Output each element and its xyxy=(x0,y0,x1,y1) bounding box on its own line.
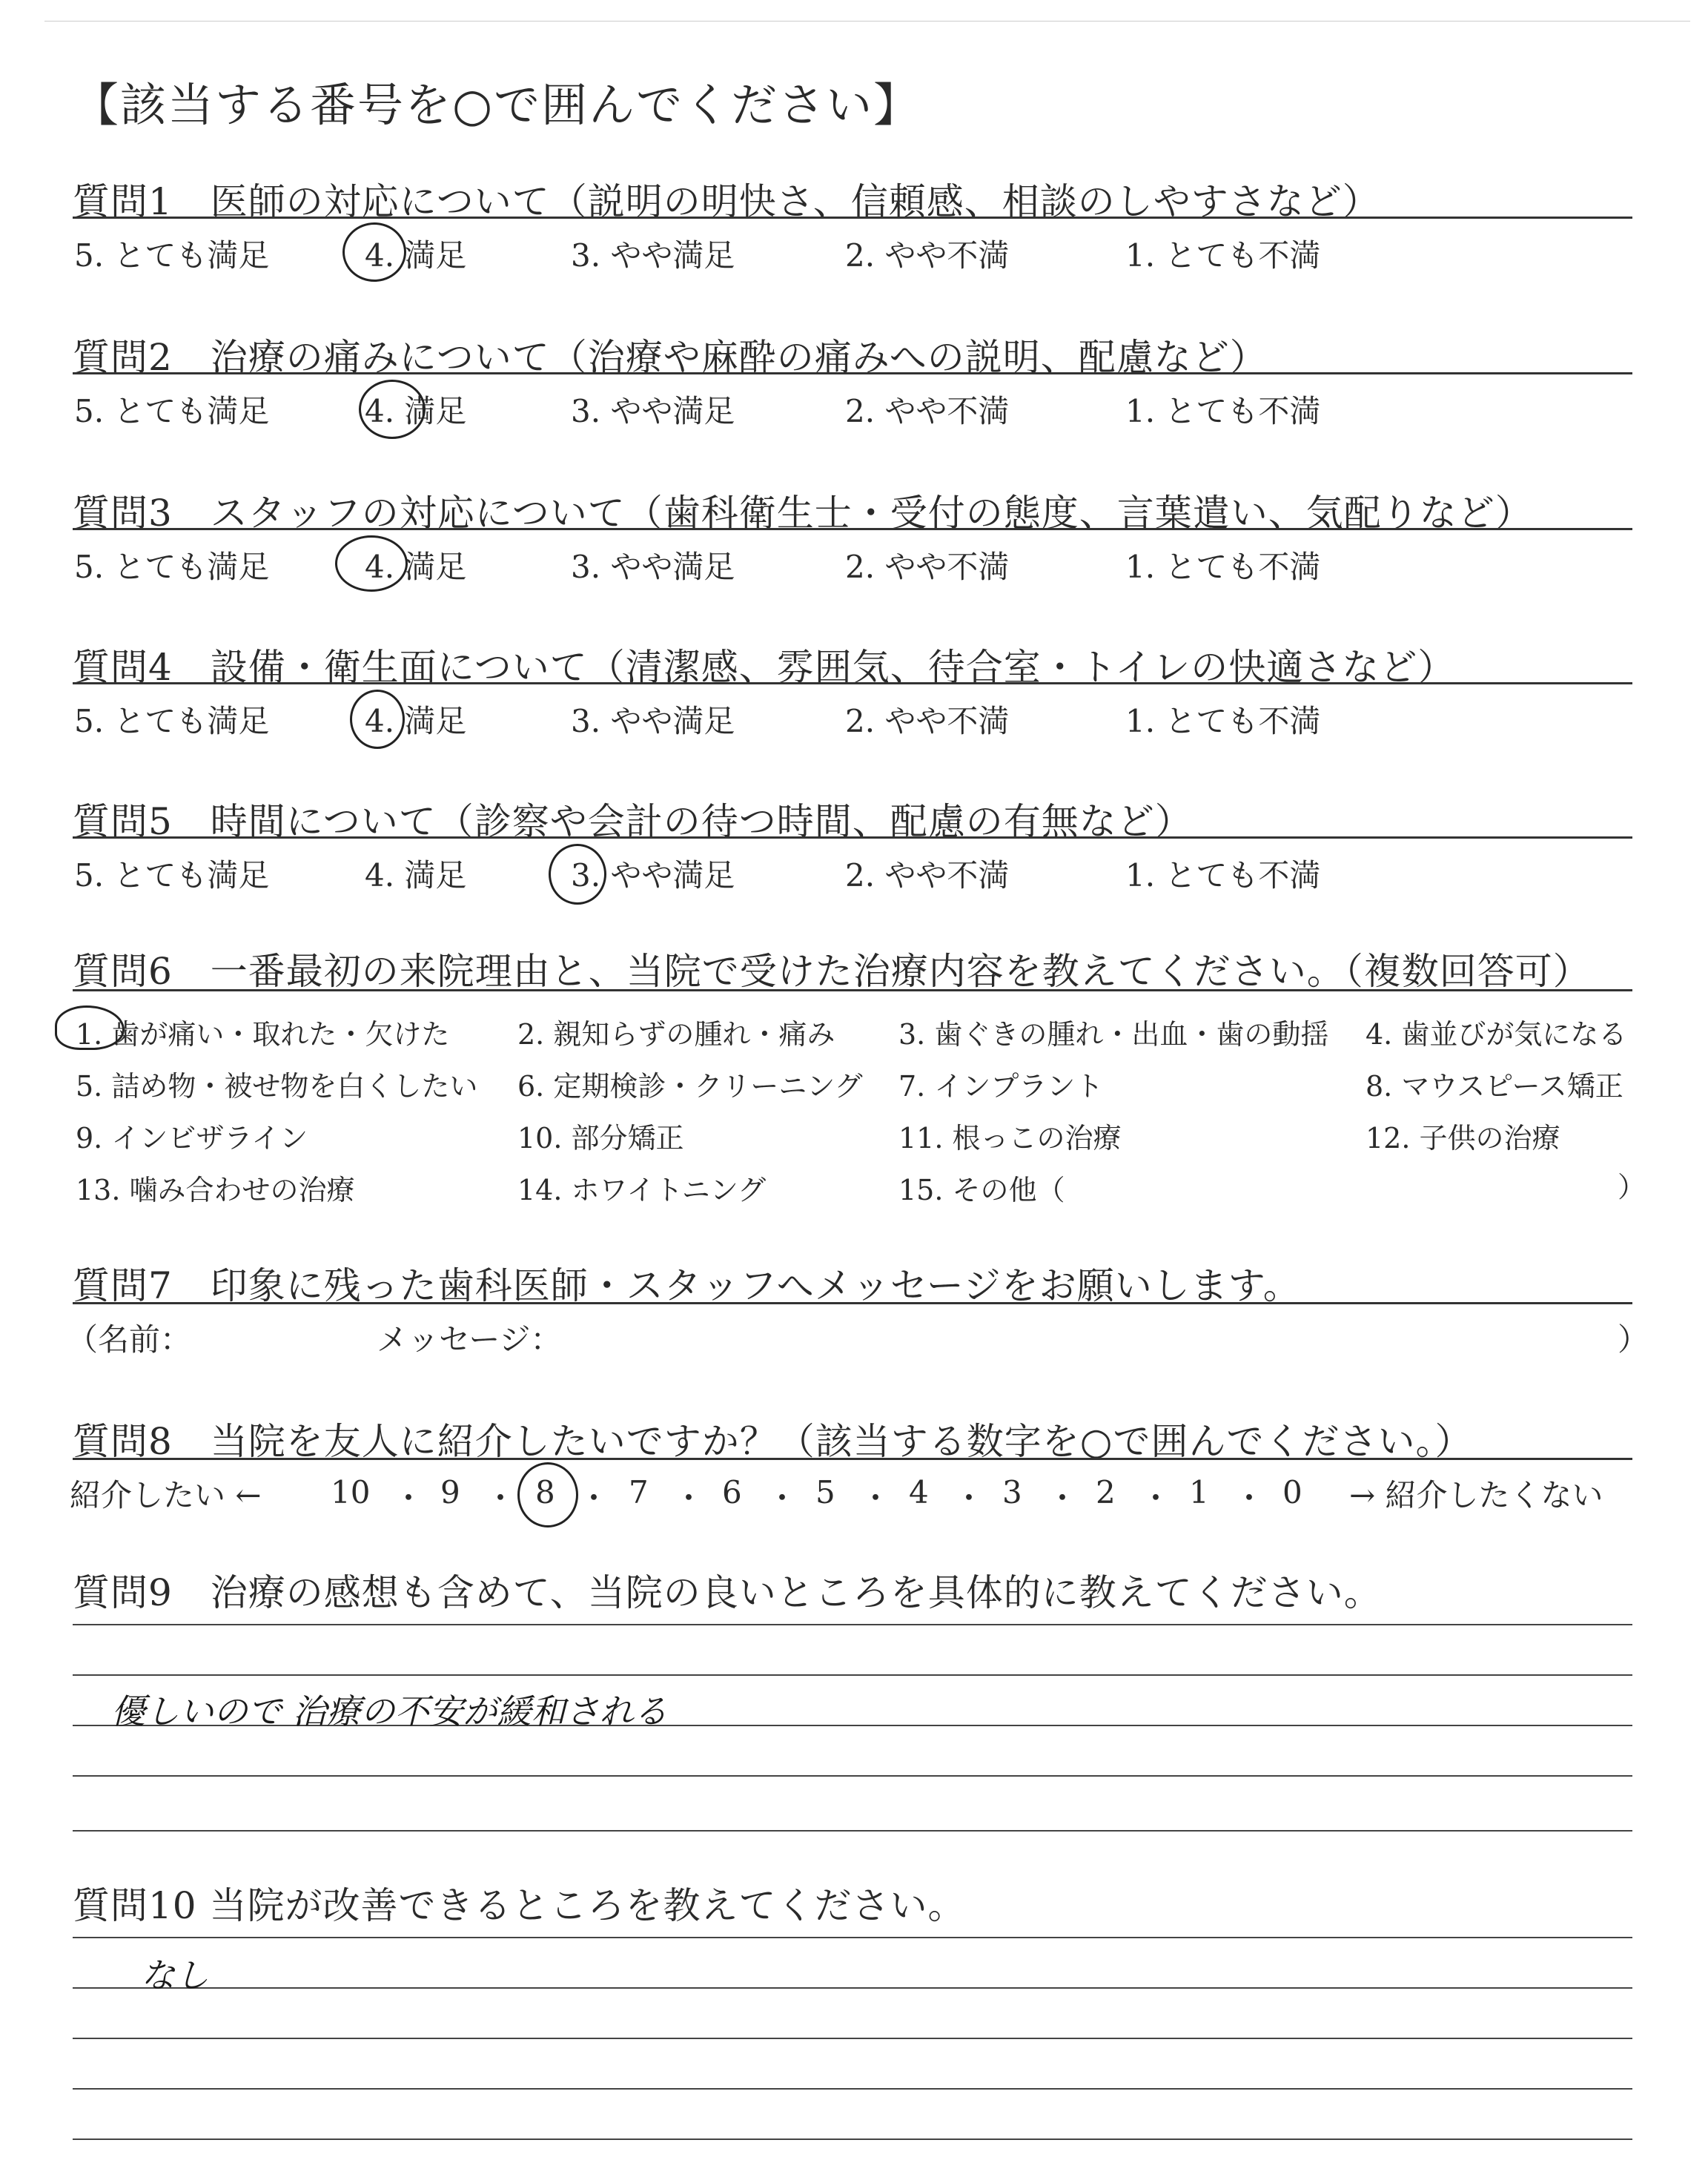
reason-option-13[interactable]: 13. 噛み合わせの治療 xyxy=(76,1174,355,1206)
scale-separator: ・ xyxy=(393,1480,425,1516)
scale-0[interactable]: 0 xyxy=(1282,1474,1302,1510)
answer-circle-mark xyxy=(342,222,406,282)
question-4-title: 質問4 設備・衛生面について（清潔感、雰囲気、待合室・トイレの快適さなど） xyxy=(73,646,1456,689)
question-2-title: 質問2 治療の痛みについて（治療や麻酔の痛みへの説明、配慮など） xyxy=(73,336,1268,379)
question-6-rule xyxy=(73,989,1632,991)
scale-4[interactable]: 4 xyxy=(909,1474,929,1510)
answer-circle-mark xyxy=(517,1462,578,1527)
message-label: メッセージ： xyxy=(377,1321,562,1358)
writing-line xyxy=(73,2138,1632,2140)
question-7-title: 質問7 印象に残った歯科医師・スタッフへメッセージをお願いします。 xyxy=(73,1264,1301,1307)
writing-line xyxy=(73,1674,1632,1676)
reason-option-3[interactable]: 3. 歯ぐきの腫れ・出血・歯の動揺 xyxy=(898,1018,1329,1051)
reason-option-2[interactable]: 2. 親知らずの腫れ・痛み xyxy=(517,1018,835,1051)
rating-option-5[interactable]: 5. とても満足 xyxy=(74,237,270,274)
rating-option-2[interactable]: 2. やや不満 xyxy=(845,393,1010,429)
question-5-rule xyxy=(73,836,1632,839)
rating-option-2[interactable]: 2. やや不満 xyxy=(845,237,1010,274)
rating-option-3[interactable]: 3. やや満足 xyxy=(571,549,735,585)
writing-line xyxy=(73,1624,1632,1625)
scale-5[interactable]: 5 xyxy=(815,1474,835,1510)
scale-7[interactable]: 7 xyxy=(629,1474,649,1510)
question-8-rule xyxy=(73,1458,1632,1460)
question-8-title: 質問8 当院を友人に紹介したいですか？（該当する数字を○で囲んでください。） xyxy=(73,1420,1473,1463)
reason-option-9[interactable]: 9. インビザライン xyxy=(76,1122,308,1155)
rating-option-3[interactable]: 3. やや満足 xyxy=(571,237,735,274)
question-3-rule xyxy=(73,528,1632,530)
scale-3[interactable]: 3 xyxy=(1002,1474,1022,1510)
rating-option-4[interactable]: 4. 満足 xyxy=(365,237,467,274)
reason-option-5[interactable]: 5. 詰め物・被せ物を白くしたい xyxy=(76,1070,478,1103)
question-7-rule xyxy=(73,1302,1632,1304)
writing-line xyxy=(73,1775,1632,1777)
rating-option-5[interactable]: 5. とても満足 xyxy=(74,549,270,585)
rating-option-2[interactable]: 2. やや不満 xyxy=(845,703,1010,739)
reason-option-6[interactable]: 6. 定期検診・クリーニング xyxy=(517,1070,863,1103)
question-3-title: 質問3 スタッフの対応について（歯科衛生士・受付の態度、言葉遣い、気配りなど） xyxy=(73,492,1533,535)
scale-separator: ・ xyxy=(1140,1480,1172,1516)
question-2-rule xyxy=(73,372,1632,374)
scale-separator: ・ xyxy=(860,1480,892,1516)
reason-option-12[interactable]: 12. 子供の治療 xyxy=(1366,1122,1560,1155)
rating-option-1[interactable]: 1. とても不満 xyxy=(1125,703,1321,739)
rating-option-1[interactable]: 1. とても不満 xyxy=(1125,549,1321,585)
scale-separator: ・ xyxy=(953,1480,985,1516)
rating-option-4[interactable]: 4. 満足 xyxy=(365,393,467,429)
question-1-title: 質問1 医師の対応について（説明の明快さ、信頼感、相談のしやすさなど） xyxy=(73,180,1380,223)
instruction-heading: 【該当する番号を○で囲んでください】 xyxy=(73,78,921,132)
other-close-paren: ） xyxy=(1618,1171,1646,1203)
scale-separator: ・ xyxy=(578,1480,610,1516)
rating-option-3[interactable]: 3. やや満足 xyxy=(571,703,735,739)
handwritten-answer-q9[interactable]: 優しいので 治療の不安が緩和される xyxy=(111,1691,668,1731)
rating-option-5[interactable]: 5. とても満足 xyxy=(74,703,270,739)
recommend-left-label: 紹介したい ← xyxy=(70,1477,262,1513)
writing-line xyxy=(73,1987,1632,1989)
rating-option-4[interactable]: 4. 満足 xyxy=(365,703,467,739)
question-1-rule xyxy=(73,217,1632,219)
rating-option-1[interactable]: 1. とても不満 xyxy=(1125,237,1321,274)
reason-option-7[interactable]: 7. インプラント xyxy=(898,1070,1104,1103)
reason-option-10[interactable]: 10. 部分矯正 xyxy=(517,1122,684,1155)
scale-1[interactable]: 1 xyxy=(1189,1474,1209,1510)
question-5-title: 質問5 時間について（診察や会計の待つ時間、配慮の有無など） xyxy=(73,800,1193,843)
handwritten-answer-q10[interactable]: なし xyxy=(141,1955,209,1995)
rating-option-5[interactable]: 5. とても満足 xyxy=(74,857,270,894)
reason-option-14[interactable]: 14. ホワイトニング xyxy=(517,1174,767,1206)
scale-separator: ・ xyxy=(1234,1480,1265,1516)
rating-option-1[interactable]: 1. とても不満 xyxy=(1125,857,1321,894)
scale-separator: ・ xyxy=(1047,1480,1079,1516)
answer-circle-mark xyxy=(359,380,426,439)
rating-option-2[interactable]: 2. やや不満 xyxy=(845,549,1010,585)
recommend-right-label: → 紹介したくない xyxy=(1349,1477,1603,1513)
scale-10[interactable]: 10 xyxy=(331,1474,371,1510)
reason-option-15[interactable]: 15. その他（ xyxy=(898,1174,1065,1206)
rating-option-1[interactable]: 1. とても不満 xyxy=(1125,393,1321,429)
rating-option-2[interactable]: 2. やや不満 xyxy=(845,857,1010,894)
answer-circle-mark xyxy=(549,844,606,905)
reason-option-8[interactable]: 8. マウスピース矯正 xyxy=(1366,1070,1623,1103)
scale-separator: ・ xyxy=(485,1480,517,1516)
scale-separator: ・ xyxy=(767,1480,798,1516)
scale-2[interactable]: 2 xyxy=(1096,1474,1116,1510)
writing-line xyxy=(73,1937,1632,1938)
scan-edge-line xyxy=(44,21,1690,22)
rating-option-3[interactable]: 3. やや満足 xyxy=(571,857,735,894)
message-close-paren: ） xyxy=(1618,1321,1649,1358)
question-9-title: 質問9 治療の感想も含めて、当院の良いところを具体的に教えてください。 xyxy=(73,1571,1382,1614)
scale-separator: ・ xyxy=(673,1480,705,1516)
name-label: （名前： xyxy=(67,1321,192,1358)
scale-9[interactable]: 9 xyxy=(440,1474,460,1510)
scale-6[interactable]: 6 xyxy=(722,1474,742,1510)
writing-line xyxy=(73,1830,1632,1832)
answer-circle-mark xyxy=(350,690,405,749)
rating-option-4[interactable]: 4. 満足 xyxy=(365,549,467,585)
question-6-title: 質問6 一番最初の来院理由と、当院で受けた治療内容を教えてください。（複数回答可） xyxy=(73,950,1591,993)
reason-option-4[interactable]: 4. 歯並びが気になる xyxy=(1366,1018,1627,1051)
question-10-title: 質問10 当院が改善できるところを教えてください。 xyxy=(73,1884,966,1927)
scale-8[interactable]: 8 xyxy=(535,1474,555,1510)
answer-circle-mark xyxy=(335,535,408,592)
writing-line xyxy=(73,2088,1632,2090)
rating-option-3[interactable]: 3. やや満足 xyxy=(571,393,735,429)
question-4-rule xyxy=(73,682,1632,684)
reason-option-11[interactable]: 11. 根っこの治療 xyxy=(898,1122,1122,1155)
writing-line xyxy=(73,2038,1632,2039)
reason-option-1[interactable]: 1. 歯が痛い・取れた・欠けた xyxy=(76,1018,450,1051)
rating-option-5[interactable]: 5. とても満足 xyxy=(74,393,270,429)
rating-option-4[interactable]: 4. 満足 xyxy=(365,857,467,894)
